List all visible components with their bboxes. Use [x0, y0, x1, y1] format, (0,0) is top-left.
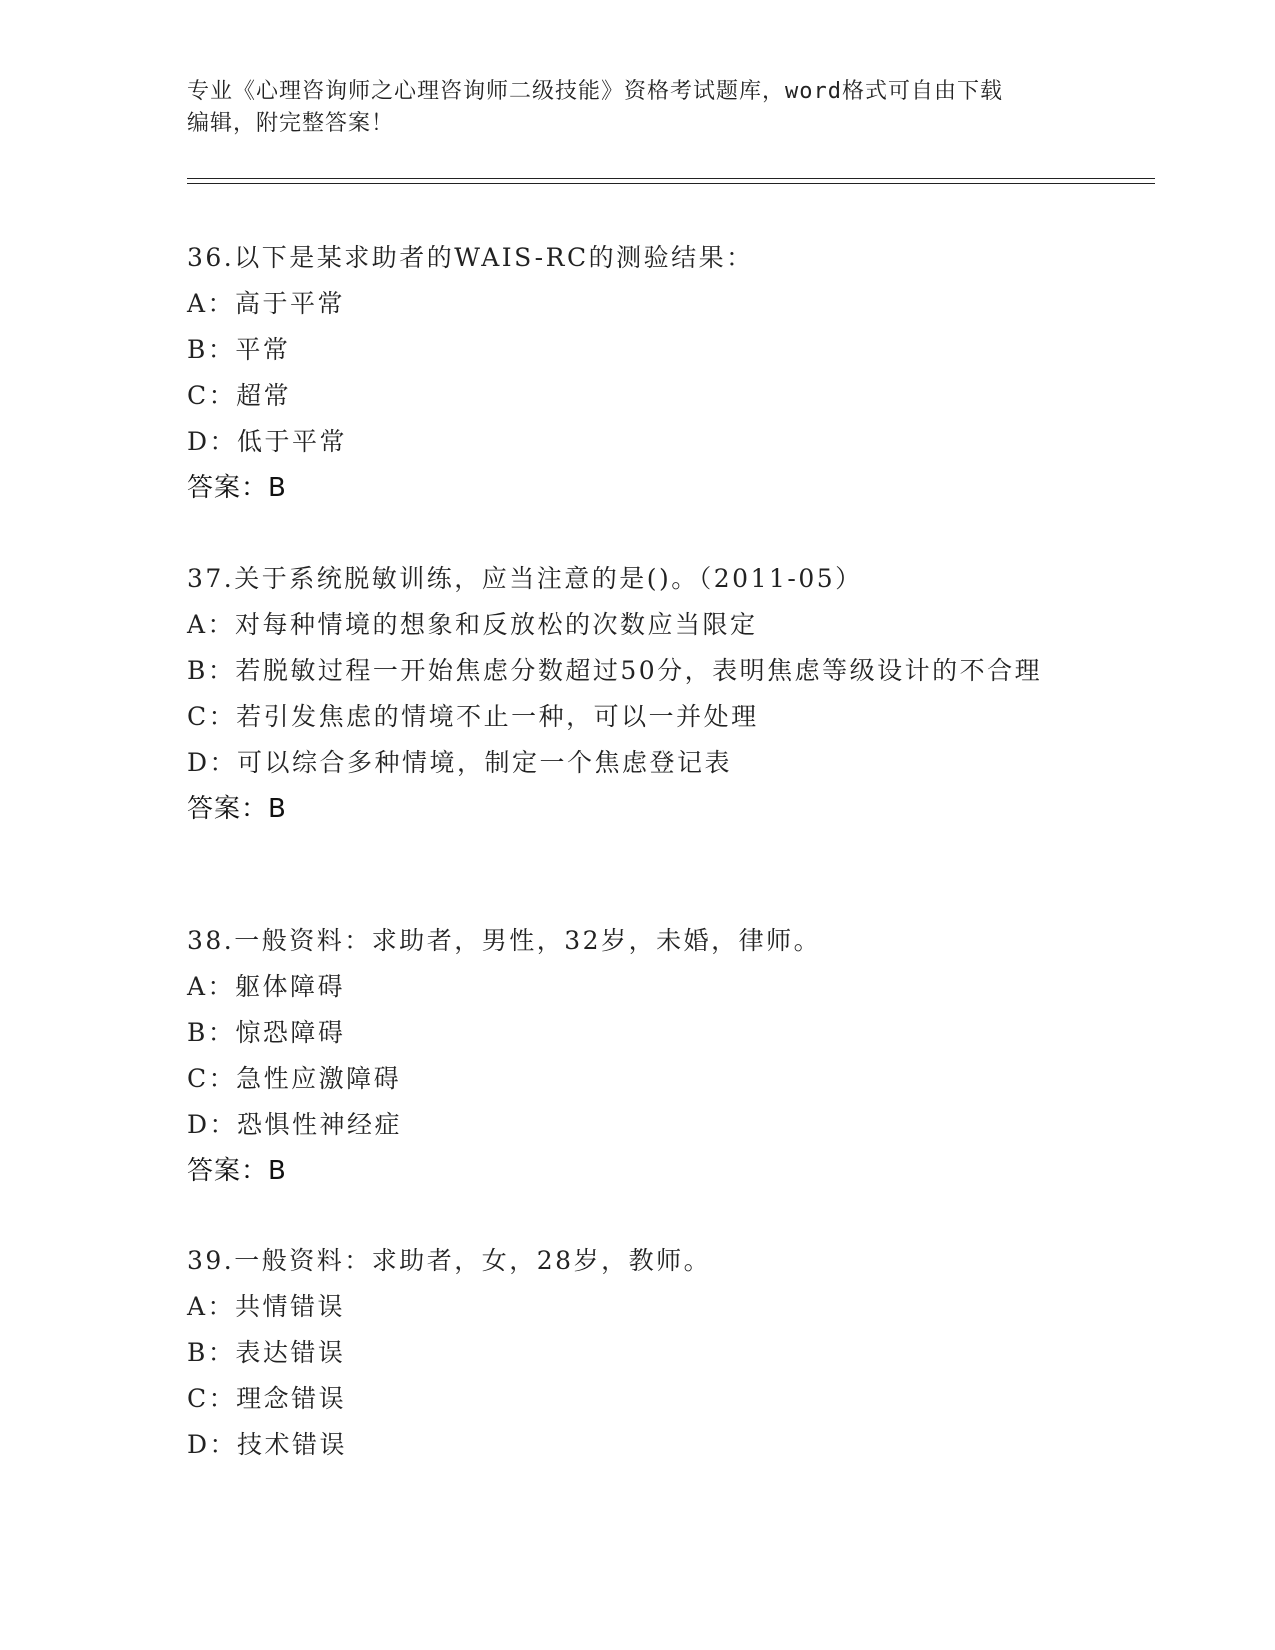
- option-b: B：表达错误: [187, 1338, 346, 1367]
- option-b: B：平常: [187, 335, 291, 364]
- option-d: D：低于平常: [187, 427, 348, 456]
- question-stem: 38.一般资料：求助者，男性，32岁，未婚，律师。: [187, 926, 822, 955]
- option-d: D：恐惧性神经症: [187, 1110, 403, 1139]
- answer-line: 答案：B: [187, 1156, 287, 1186]
- question-stem: 36.以下是某求助者的WAIS-RC的测验结果：: [187, 243, 754, 272]
- option-a: A：对每种情境的想象和反放松的次数应当限定: [187, 610, 758, 639]
- header-rule-bottom: [187, 183, 1155, 184]
- document-header: [187, 76, 1087, 140]
- option-a: A：高于平常: [187, 289, 346, 318]
- question-39: [187, 1238, 1087, 1468]
- question-36: [187, 235, 1087, 511]
- option-c: C：理念错误: [187, 1384, 347, 1413]
- header-line-1: 专业《心理咨询师之心理咨询师二级技能》资格考试题库，word格式可自由下载: [187, 79, 1003, 104]
- option-a: A：共情错误: [187, 1292, 346, 1321]
- option-b: B：若脱敏过程一开始焦虑分数超过50分，表明焦虑等级设计的不合理: [187, 656, 1043, 685]
- option-b: B：惊恐障碍: [187, 1018, 346, 1047]
- question-stem: 39.一般资料：求助者，女，28岁，教师。: [187, 1246, 712, 1275]
- option-a: A：躯体障碍: [187, 972, 346, 1001]
- question-38: [187, 918, 1087, 1194]
- header-line-2: 编辑，附完整答案！: [187, 111, 395, 136]
- option-c: C：超常: [187, 381, 292, 410]
- header-rule-top: [187, 178, 1155, 179]
- answer-line: 答案：B: [187, 794, 287, 824]
- answer-line: 答案：B: [187, 473, 287, 503]
- option-c: C：急性应激障碍: [187, 1064, 402, 1093]
- question-stem: 37.关于系统脱敏训练，应当注意的是()。（2011-05）: [187, 564, 863, 593]
- option-d: D：技术错误: [187, 1430, 348, 1459]
- question-37: [187, 556, 1087, 832]
- option-d: D：可以综合多种情境，制定一个焦虑登记表: [187, 748, 733, 777]
- option-c: C：若引发焦虑的情境不止一种，可以一并处理: [187, 702, 759, 731]
